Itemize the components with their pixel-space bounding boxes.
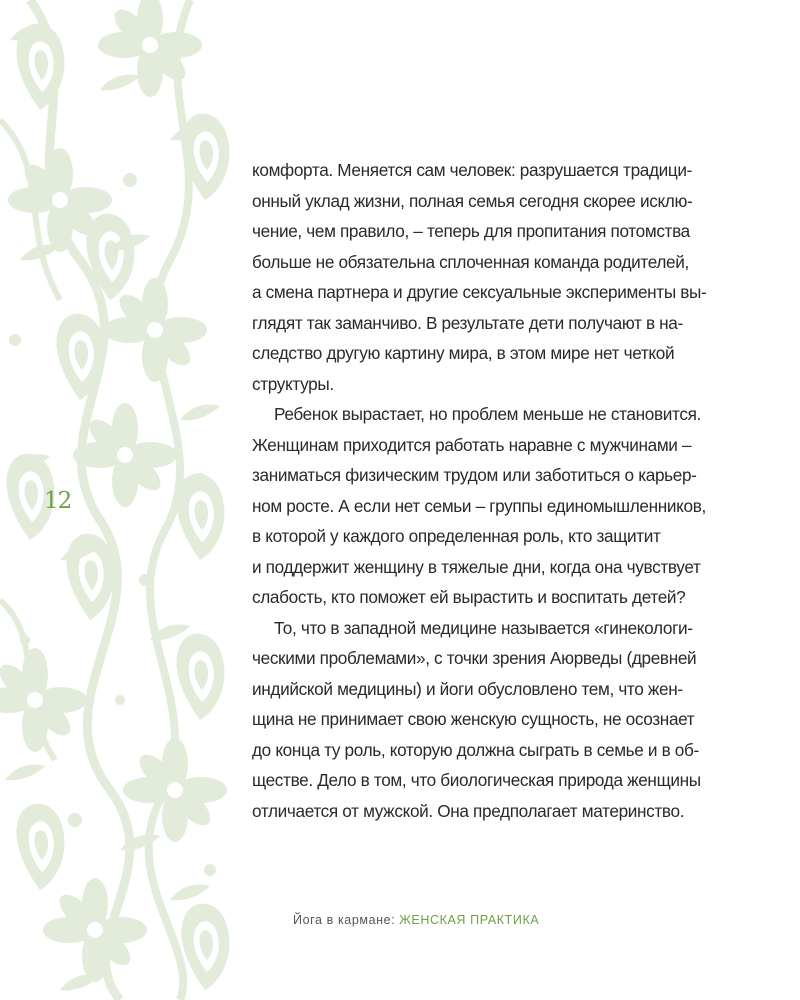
text-line: а смена партнера и другие сексуальные эксперименты вы- (252, 282, 707, 302)
page-number: 12 (44, 488, 72, 514)
text-line: ческими проблемами», с точки зрения Аюрведы (древней (252, 648, 697, 668)
body-text (252, 155, 722, 826)
text-line: заниматься физическим трудом или заботиться о карьер- (252, 465, 697, 485)
text-line: комфорта. Меняется сам человек: разрушается традици- (252, 160, 693, 180)
text-line: слабость, кто поможет ей вырастить и воспитать детей? (252, 587, 686, 607)
text-line: следство другую картину мира, в этом мире нет четкой (252, 343, 675, 363)
floral-ornament-icon (0, 0, 232, 1000)
text-line: и поддержит женщину в тяжелые дни, когда она чувствует (252, 556, 701, 577)
text-line: Женщинам приходится работать наравне с мужчинами – (252, 434, 692, 455)
text-line: индийской медицины) и йоги обусловлено тем, что жен- (252, 678, 683, 699)
text-line: щина не принимает свою женскую сущность, не осознает (252, 709, 695, 729)
text-line: ществе. Дело в том, что биологическая природа женщины (252, 770, 701, 790)
text-line: отличается от мужской. Она предполагает материнство. (252, 800, 685, 821)
text-line: онный уклад жизни, полная семья сегодня скорее исклю- (252, 190, 693, 211)
text-line: в которой у каждого определенная роль, кто защитит (252, 526, 661, 546)
text-line: до конца ту роль, которую должна сыграть в семье и в об- (252, 739, 699, 760)
text-line: больше не обязательна сплоченная команда родителей, (252, 251, 689, 272)
text-line: чение, чем правило, – теперь для пропитания потомства (252, 221, 690, 241)
running-footer (293, 913, 539, 927)
book-title: Йога в кармане: (293, 913, 396, 927)
series-title: ЖЕНСКАЯ ПРАКТИКА (399, 913, 540, 927)
text-line: ном росте. А если нет семьи – группы единомышленников, (252, 495, 706, 516)
paragraph-start-line: Ребенок вырастает, но проблем меньше не становится. (274, 404, 701, 424)
paragraph-start-line: То, что в западной медицине называется «гинекологи- (274, 617, 693, 638)
text-line: структуры. (252, 373, 334, 394)
text-line: глядят так заманчиво. В результате дети получают в на- (252, 312, 683, 333)
